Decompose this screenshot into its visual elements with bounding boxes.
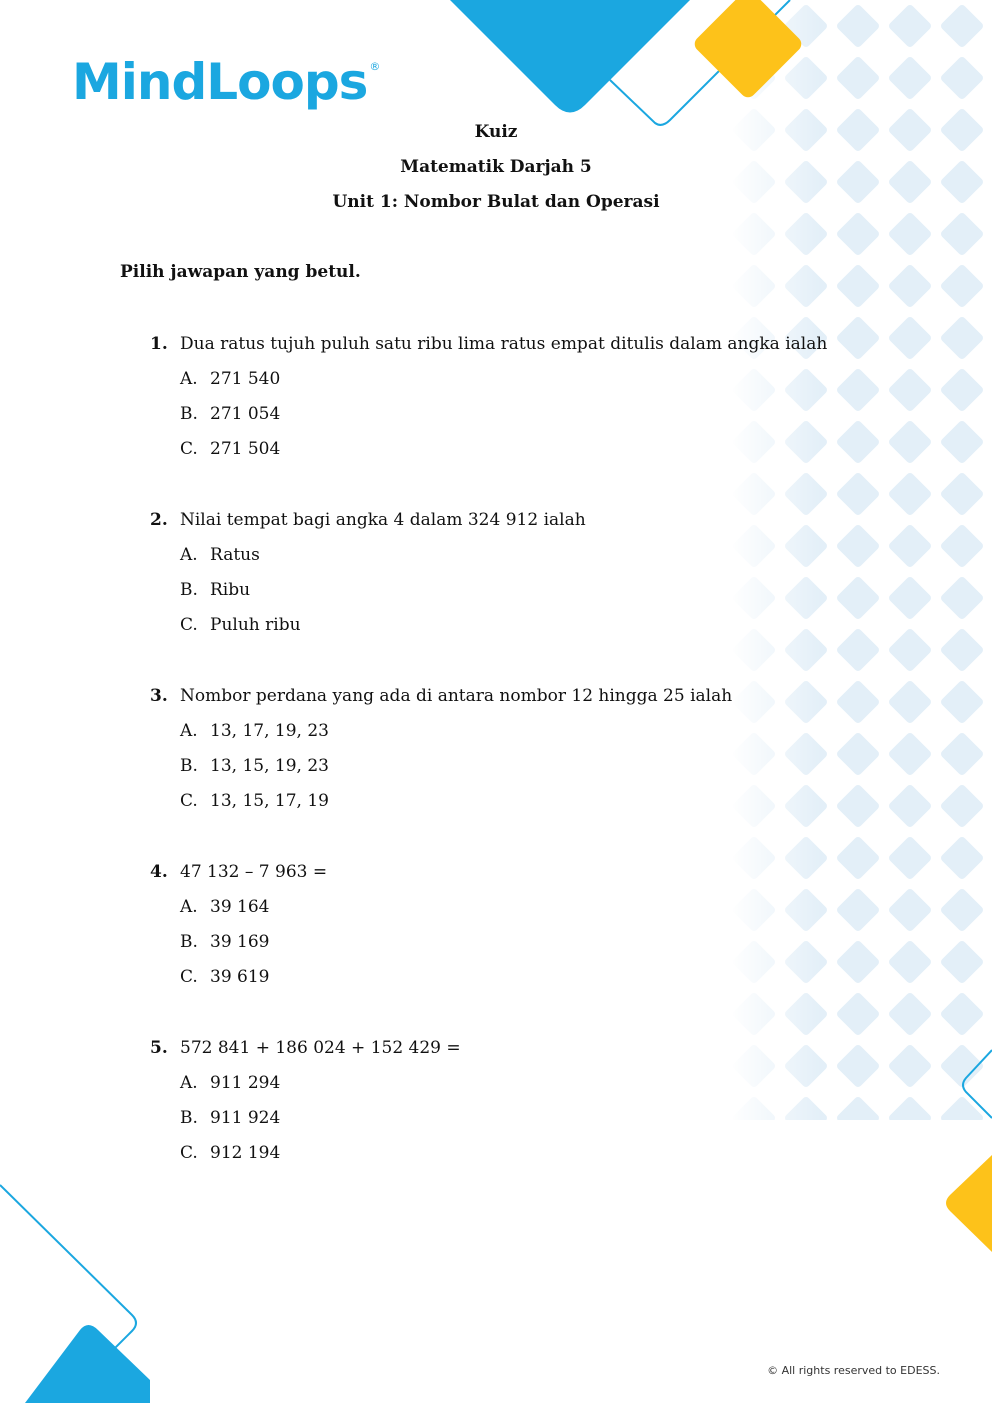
option-letter: A. — [180, 544, 198, 565]
option-a[interactable] — [150, 889, 870, 924]
option-text: 39 619 — [210, 966, 270, 987]
option-text: 271 054 — [210, 403, 281, 424]
option-letter: A. — [180, 1072, 198, 1093]
mindloops-logo — [72, 52, 380, 112]
top-blue-diamond-shape — [450, 0, 690, 113]
option-text: 13, 17, 19, 23 — [210, 720, 329, 741]
question-number: 3. — [150, 685, 168, 706]
option-letter: B. — [180, 1107, 198, 1128]
option-letter: B. — [180, 931, 198, 952]
option-a[interactable] — [150, 537, 870, 572]
option-c[interactable] — [150, 607, 870, 642]
unit-title: Unit 1: Nombor Bulat dan Operasi — [332, 192, 660, 212]
option-letter: C. — [180, 1142, 198, 1163]
option-letter: A. — [180, 368, 198, 389]
question-4 — [150, 854, 870, 994]
option-text: 13, 15, 19, 23 — [210, 755, 329, 776]
question-2 — [150, 502, 870, 642]
option-c[interactable] — [150, 959, 870, 994]
option-letter: B. — [180, 755, 198, 776]
question-text: 47 132 – 7 963 = — [180, 861, 328, 882]
option-c[interactable] — [150, 1135, 870, 1170]
question-text: Dua ratus tujuh puluh satu ribu lima ratus empat ditulis dalam angka ialah — [180, 333, 828, 354]
registered-mark: ® — [369, 60, 381, 73]
option-a[interactable] — [150, 361, 870, 396]
option-letter: C. — [180, 438, 198, 459]
bottom-left-outline-shape — [0, 1185, 136, 1363]
question-text: Nombor perdana yang ada di antara nombor 12 hingga 25 ialah — [180, 685, 733, 706]
option-c[interactable] — [150, 431, 870, 466]
option-letter: C. — [180, 614, 198, 635]
option-c[interactable] — [150, 783, 870, 818]
option-b[interactable] — [150, 924, 870, 959]
question-1 — [150, 326, 870, 466]
bottom-left-blue-diamond-shape — [25, 1325, 150, 1403]
copyright-footer: © All rights reserved to EDESS. — [767, 1364, 940, 1377]
option-letter: A. — [180, 896, 198, 917]
option-a[interactable] — [150, 713, 870, 748]
option-letter: C. — [180, 966, 198, 987]
question-text: 572 841 + 186 024 + 152 429 = — [180, 1037, 461, 1058]
option-b[interactable] — [150, 1100, 870, 1135]
option-text: 912 194 — [210, 1142, 281, 1163]
option-letter: B. — [180, 403, 198, 424]
option-b[interactable] — [150, 748, 870, 783]
logo-text: MindLoops — [72, 53, 368, 111]
question-stem — [150, 854, 870, 889]
question-number: 1. — [150, 333, 168, 354]
option-text: Ratus — [210, 544, 260, 565]
option-text: 39 169 — [210, 931, 270, 952]
question-number: 4. — [150, 861, 168, 882]
question-stem — [150, 502, 870, 537]
option-text: 271 540 — [210, 368, 281, 389]
option-text: Puluh ribu — [210, 614, 301, 635]
option-text: 271 504 — [210, 438, 281, 459]
right-yellow-diamond-shape — [946, 1155, 992, 1252]
instruction-text: Pilih jawapan yang betul. — [120, 262, 361, 282]
question-stem — [150, 1030, 870, 1065]
option-b[interactable] — [150, 572, 870, 607]
question-5 — [150, 1030, 870, 1170]
option-text: 911 924 — [210, 1107, 281, 1128]
question-number: 5. — [150, 1037, 168, 1058]
quiz-title: Kuiz — [474, 122, 518, 142]
option-text: Ribu — [210, 579, 251, 600]
question-number: 2. — [150, 509, 168, 530]
option-letter: C. — [180, 790, 198, 811]
option-a[interactable] — [150, 1065, 870, 1100]
option-letter: A. — [180, 720, 198, 741]
option-letter: B. — [180, 579, 198, 600]
question-3 — [150, 678, 870, 818]
subject-title: Matematik Darjah 5 — [400, 157, 592, 177]
option-text: 911 294 — [210, 1072, 281, 1093]
question-stem — [150, 678, 870, 713]
option-text: 39 164 — [210, 896, 270, 917]
question-stem — [150, 326, 870, 361]
option-b[interactable] — [150, 396, 870, 431]
question-text: Nilai tempat bagi angka 4 dalam 324 912 ialah — [180, 509, 586, 530]
option-text: 13, 15, 17, 19 — [210, 790, 329, 811]
